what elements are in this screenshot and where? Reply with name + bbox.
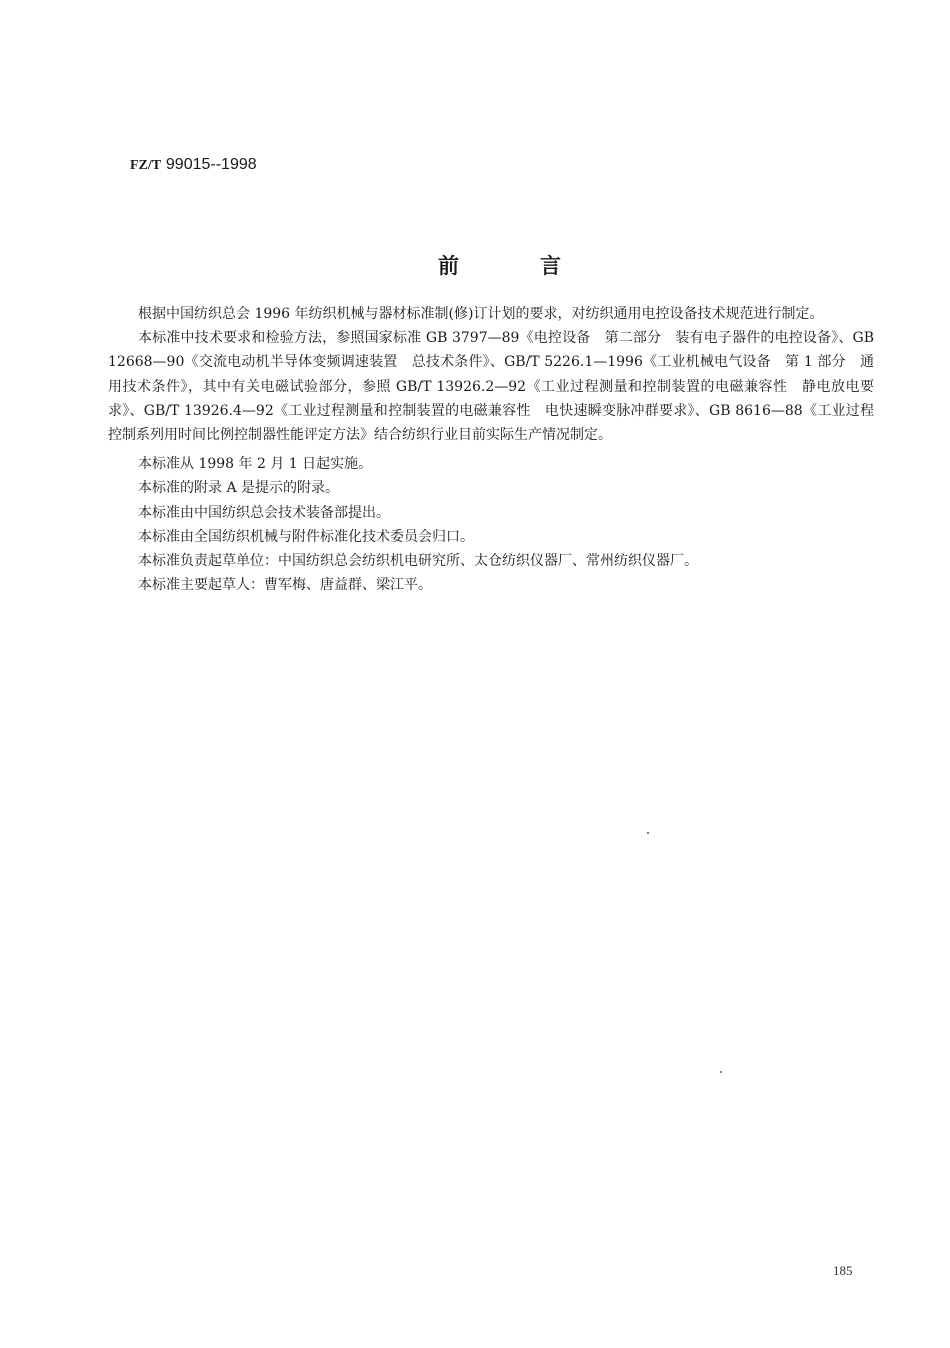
paragraph-references: 本标准中技术要求和检验方法，参照国家标准 GB 3797—89《电控设备 第二部分 装有电子器件的电控设备》、GB 12668—90《交流电动机半导体变频调速装置 总技术条件》、GB/T 5226.1—1996《工业机械电气设备 第 1 部分 通用技术条件》，其中有关电磁试验部分，参照 GB/T 13926.2—92《工业过程测量和控制装置的电磁兼容性 静电放电要求》、GB/T 13926.4—92《工业过程测量和控制装置的电磁兼容性 电快速瞬变脉冲群要求》、GB 8616—88《工业过程控制系列用时间比例控制器性能评定方法》结合纺织行业目前实际生产情况制定。 xyxy=(108,330,874,444)
paragraph-drafters: 本标准主要起草人：曹军梅、唐益群、梁江平。 xyxy=(138,577,432,594)
scan-speck xyxy=(720,1071,722,1073)
paragraph-effective-date: 本标准从 1998 年 2 月 1 日起实施。 xyxy=(138,456,373,473)
standard-code xyxy=(130,155,257,174)
paragraph-proposer: 本标准由中国纺织总会技术装备部提出。 xyxy=(138,504,390,521)
paragraph-plan: 根据中国纺织总会 1996 年纺织机械与器材标准制(修)订计划的要求，对纺织通用电控设备技术规范进行制定。 xyxy=(138,306,824,322)
scan-speck xyxy=(647,832,649,834)
page-number: 185 xyxy=(833,1263,853,1278)
standard-number: 99015--1998 xyxy=(165,156,257,173)
title-char-1: 前 xyxy=(438,254,459,278)
title-char-2: 言 xyxy=(540,254,561,278)
paragraph-drafting-units: 本标准负责起草单位：中国纺织总会纺织机电研究所、太仓纺织仪器厂、常州纺织仪器厂。 xyxy=(138,553,698,570)
foreword-body xyxy=(108,302,874,597)
paragraph-appendix: 本标准的附录 A 是提示的附录。 xyxy=(138,480,340,497)
standard-prefix: FZ/T xyxy=(130,158,162,173)
paragraph-centralized: 本标准由全国纺织机械与附件标准化技术委员会归口。 xyxy=(138,528,474,545)
